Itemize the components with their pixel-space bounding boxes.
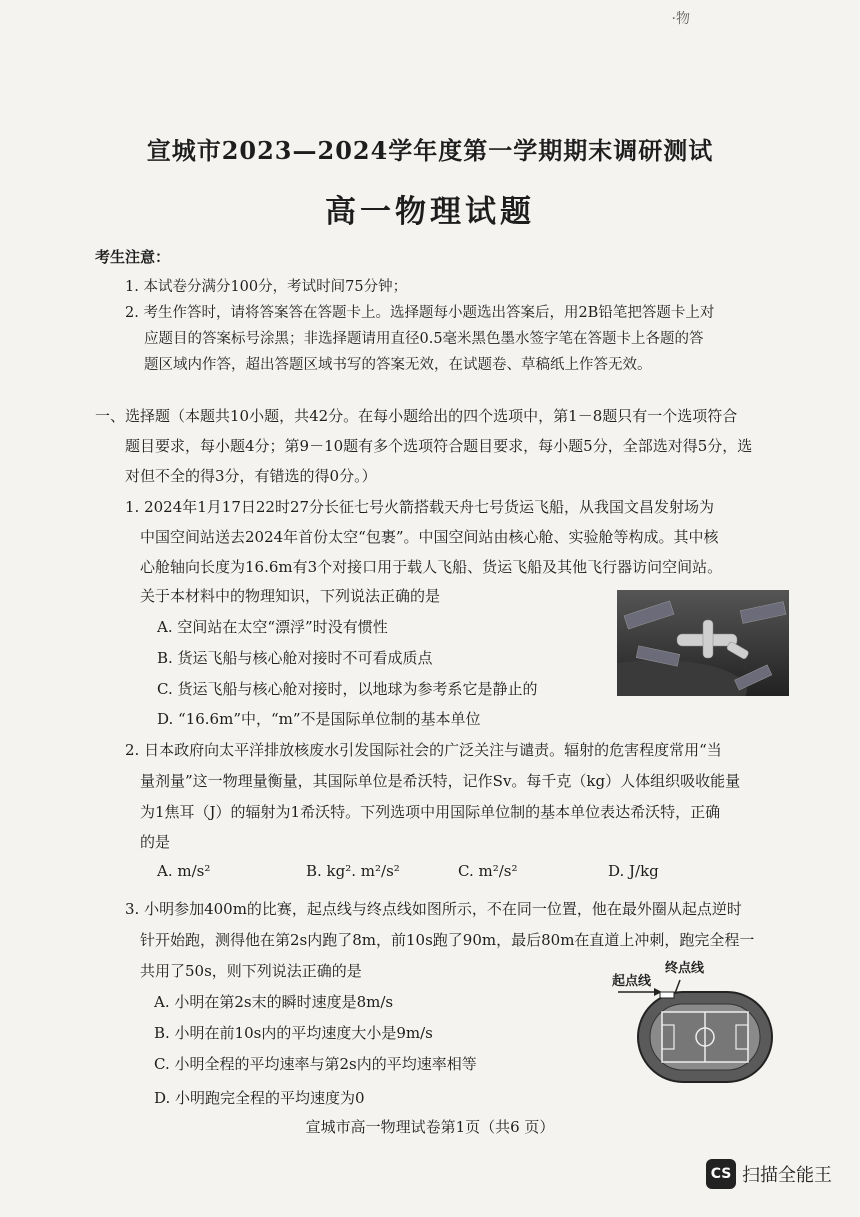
scanner-name: 扫描全能王 [742, 1165, 832, 1186]
notice-heading: 考生注意： [95, 248, 171, 266]
notice-item: 2. 考生作答时，请将答案答在答题卡上。选择题每小题选出答案后，用2B铅笔把答题卡上对 [125, 305, 715, 321]
question-stem: 3. 小明参加400m的比赛，起点线与终点线如图所示，不在同一位置，他在最外圈从起点逆时 [125, 900, 742, 918]
notice-item: 应题目的答案标号涂黑；非选择题请用直径0.5毫米黑色墨水签字笔在答题卡上各题的答 [144, 331, 704, 347]
option-d: D. J/kg [608, 862, 659, 880]
option-a: A. 小明在第2s末的瞬时速度是8m/s [154, 993, 394, 1011]
option-d: D. “16.6m”中，“m”不是国际单位制的基本单位 [157, 710, 481, 728]
question-stem: 2. 日本政府向太平洋排放核废水引发国际社会的广泛关注与谴责。辐射的危害程度常用“当 [125, 741, 722, 759]
question-stem: 的是 [140, 833, 171, 851]
running-track-figure [610, 962, 780, 1087]
option-c: C. m²/s² [458, 862, 518, 880]
space-station-photo [617, 590, 789, 696]
finish-line-label: 终点线 [665, 961, 705, 976]
question-stem: 量剂量”这一物理量衡量，其国际单位是希沃特，记作Sv。每千克（kg）人体组织吸收能量 [140, 772, 741, 790]
option-a: A. m/s² [157, 862, 211, 880]
option-d: D. 小明跑完全程的平均速度为0 [154, 1089, 365, 1107]
option-c: C. 货运飞船与核心舱对接时，以地球为参考系它是静止的 [157, 680, 538, 698]
exam-subtitle: 高一物理试题 [325, 194, 535, 230]
question-stem: 针开始跑，测得他在第2s内跑了8m，前10s跑了90m，最后80m在直道上冲刺，跑完全程一 [140, 931, 755, 949]
exam-title: 宣城市2023—2024学年度第一学期期末调研测试 [146, 136, 714, 165]
start-line-label: 起点线 [612, 974, 652, 989]
corner-mark: ·物 [671, 11, 690, 27]
scanner-logo-icon: CS [706, 1159, 736, 1189]
notice-item: 1. 本试卷分满分100分，考试时间75分钟； [125, 279, 408, 295]
scanner-watermark [706, 1159, 832, 1189]
section-instructions: 对但不全的得3分，有错选的得0分。） [125, 467, 377, 485]
page-footer: 宣城市高一物理试卷第1页（共6 页） [305, 1118, 555, 1136]
option-c: C. 小明全程的平均速率与第2s内的平均速率相等 [154, 1055, 477, 1073]
section-instructions: 一、选择题（本题共10小题，共42分。在每小题给出的四个选项中，第1－8题只有一个选项符合 [95, 407, 738, 425]
question-stem: 关于本材料中的物理知识，下列说法正确的是 [140, 587, 441, 605]
option-b: B. 货运飞船与核心舱对接时不可看成质点 [157, 649, 433, 667]
option-b: B. 小明在前10s内的平均速度大小是9m/s [154, 1024, 433, 1042]
section-instructions: 题目要求，每小题4分；第9－10题有多个选项符合题目要求，每小题5分，全部选对得5分，选 [125, 437, 753, 455]
question-stem: 共用了50s，则下列说法正确的是 [140, 962, 362, 980]
option-a: A. 空间站在太空“漂浮”时没有惯性 [157, 618, 388, 636]
notice-item: 题区域内作答，超出答题区域书写的答案无效，在试题卷、草稿纸上作答无效。 [144, 357, 652, 373]
question-stem: 1. 2024年1月17日22时27分长征七号火箭搭载天舟七号货运飞船，从我国文昌发射场为 [125, 498, 715, 516]
question-stem: 中国空间站送去2024年首份太空“包裹”。中国空间站由核心舱、实验舱等构成。其中核 [140, 528, 719, 546]
question-stem: 心舱轴向长度为16.6m有3个对接口用于载人飞船、货运飞船及其他飞行器访问空间站。 [140, 558, 723, 576]
question-stem: 为1焦耳（J）的辐射为1希沃特。下列选项中用国际单位制的基本单位表达希沃特，正确 [140, 803, 721, 821]
option-b: B. kg². m²/s² [306, 862, 400, 880]
